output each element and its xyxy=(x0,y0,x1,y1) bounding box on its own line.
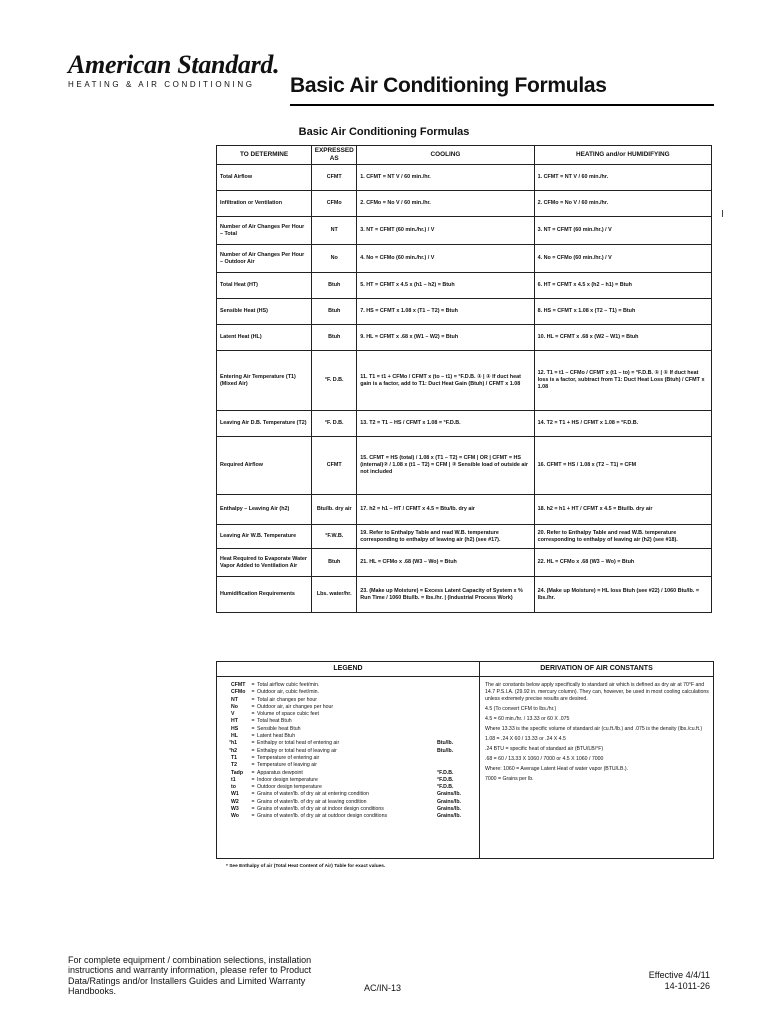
legend-mark xyxy=(223,784,231,791)
cell-determine: Humidification Requirements xyxy=(217,577,312,613)
legend-item xyxy=(223,762,473,769)
cell-heating: 22. HL = CFMo x .68 (W3 – Wo) = Btuh xyxy=(534,549,711,577)
derivation-lines xyxy=(485,706,709,783)
legend-unit: Grains/lb. xyxy=(437,798,461,805)
legend-unit xyxy=(437,682,473,689)
cell-heating: 12. T1 = t1 – CFMo / CFMT x (t1 – to) = °F.D.B. ① | ① If duct heat loss is a factor, subtract from T1: Duct Heat Loss (Btuh) / CFMT x 1.08 xyxy=(534,351,711,411)
cell-heating: 16. CFMT = HS / 1.08 x (T2 – T1) = CFM xyxy=(534,437,711,495)
header-determine: TO DETERMINE xyxy=(217,146,312,165)
cell-determine: Enthalpy – Leaving Air (h2) xyxy=(217,495,312,525)
legend-unit: Grains/lb. xyxy=(437,813,461,820)
derivation-line: 7000 = Grains per lb. xyxy=(485,776,534,783)
legend-description: Volume of space cubic feet xyxy=(257,711,319,718)
cell-cooling: 4. No = CFMo (60 min./hr.) / V xyxy=(357,245,534,273)
legend-item xyxy=(223,740,473,747)
table-row xyxy=(217,273,712,299)
legend-unit: °F.D.B. xyxy=(437,784,454,791)
legend-unit xyxy=(437,704,473,711)
footnote: * See Enthalpy of air (Total Heat Content of Air) Table for exact values. xyxy=(226,864,386,869)
legend-item xyxy=(223,770,473,777)
cell-determine: Entering Air Temperature (T1) (Mixed Air) xyxy=(217,351,312,411)
cell-expressed: Btuh xyxy=(312,273,357,299)
legend-mark: * xyxy=(228,747,231,754)
legend-symbol: to xyxy=(231,784,236,791)
legend-unit: °F.D.B. xyxy=(437,769,454,776)
cell-heating: 1. CFMT = NT V / 60 min./hr. xyxy=(534,165,711,191)
legend-unit xyxy=(437,697,473,704)
legend-item xyxy=(223,755,473,762)
cell-expressed: NT xyxy=(312,217,357,245)
cell-heating: 10. HL = CFMT x .68 x (W2 – W1) = Btuh xyxy=(534,325,711,351)
cell-heating: 8. HS = CFMT x 1.08 x (T2 – T1) = Btuh xyxy=(534,299,711,325)
legend-unit: Btu/lb. xyxy=(437,740,454,747)
header-heating: HEATING and/or HUMIDIFYING xyxy=(534,146,711,165)
legend-symbol: T1 xyxy=(231,754,238,761)
cell-cooling: 17. h2 = h1 – HT / CFMT x 4.5 = Btu/lb. dry air xyxy=(357,495,534,525)
cell-expressed: Btuh xyxy=(312,299,357,325)
legend-item xyxy=(223,711,473,718)
legend-equals: = xyxy=(251,754,255,761)
legend-mark xyxy=(223,726,231,733)
legend-equals: = xyxy=(251,747,255,754)
legend-item xyxy=(223,791,473,798)
derivation-line: 4.5 = 60 min./hr. / 13.33 or 60 X .075 xyxy=(485,716,570,723)
legend-mark xyxy=(223,755,231,762)
legend-unit xyxy=(437,726,473,733)
cell-expressed: °F. D.B. xyxy=(312,411,357,437)
legend-item xyxy=(223,748,473,755)
legend-mark xyxy=(223,733,231,740)
legend-symbol: W3 xyxy=(231,806,239,813)
legend-description: Temperature of leaving air xyxy=(257,762,317,769)
cell-cooling: 7. HS = CFMT x 1.08 x (T1 – T2) = Btuh xyxy=(357,299,534,325)
formula-table xyxy=(216,145,712,613)
footer-doc-number: 14-1011-26 xyxy=(664,981,710,992)
legend-description: Grains of water/lb. of dry air at outdoor design conditions xyxy=(257,813,388,820)
legend-equals: = xyxy=(251,784,255,791)
cell-heating: 3. NT = CFMT (60 min./hr.) / V xyxy=(534,217,711,245)
cell-heating: 6. HT = CFMT x 4.5 x (h2 – h1) = Btuh xyxy=(534,273,711,299)
legend-symbol: HS xyxy=(231,725,239,732)
legend-mark xyxy=(223,689,231,696)
table-row xyxy=(217,437,712,495)
cell-expressed: Btuh xyxy=(312,549,357,577)
header-cooling: COOLING xyxy=(357,146,534,165)
derivation-line: 4.5 (To convert CFM to lbs./hr.) xyxy=(485,706,557,713)
cell-expressed: CFMT xyxy=(312,437,357,495)
legend-description: Grains of water/lb. of dry air at entering condition xyxy=(257,791,369,798)
legend-unit xyxy=(437,733,473,740)
legend-item xyxy=(223,704,473,711)
table-row xyxy=(217,165,712,191)
header-expressed: EXPRESSED AS xyxy=(312,146,357,165)
legend-item xyxy=(223,806,473,813)
table-row xyxy=(217,495,712,525)
formula-table-body xyxy=(217,165,712,613)
legend-symbol: T2 xyxy=(231,762,238,769)
cell-heating: 18. h2 = h1 + HT / CFMT x 4.5 = Btu/lb. dry air xyxy=(534,495,711,525)
derivation-line: 1.08 = .24 X 60 / 13.33 or .24 X 4.5 xyxy=(485,736,566,743)
legend-item xyxy=(223,726,473,733)
table-row xyxy=(217,577,712,613)
legend-symbol: Tadp xyxy=(231,769,244,776)
legend-description: Enthalpy or total heat of entering air xyxy=(257,740,340,747)
legend-symbol: No xyxy=(231,703,238,710)
derivation-line: .68 = 60 / 13.33 X 1060 / 7000 or 4.5 X 1060 / 7000 xyxy=(485,756,604,763)
cell-determine: Sensible Heat (HS) xyxy=(217,299,312,325)
table-header-row xyxy=(217,146,712,165)
legend-title: LEGEND xyxy=(217,662,479,677)
legend-unit xyxy=(437,718,473,725)
legend-symbol: W1 xyxy=(231,791,239,798)
legend-symbol: HL xyxy=(231,733,238,740)
legend-item xyxy=(223,689,473,696)
legend-equals: = xyxy=(251,769,255,776)
legend-equals: = xyxy=(251,776,255,783)
legend-symbol: V xyxy=(231,711,235,718)
legend-item xyxy=(223,784,473,791)
legend-description: Sensible heat Btuh xyxy=(257,725,301,732)
table-row xyxy=(217,245,712,273)
legend-description: Total airflow cubic feet/min. xyxy=(257,682,320,688)
legend-mark xyxy=(223,718,231,725)
cell-expressed: CFMT xyxy=(312,165,357,191)
derivation-line: Where: 1060 = Average Latent Heat of water vapor (BTU/LB.). xyxy=(485,766,629,773)
legend-equals: = xyxy=(251,725,255,732)
legend-mark xyxy=(223,682,231,689)
legend-mark xyxy=(223,770,231,777)
cell-heating: 14. T2 = T1 + HS / CFMT x 1.08 = °F.D.B. xyxy=(534,411,711,437)
cell-expressed: °F. D.B. xyxy=(312,351,357,411)
legend-description: Enthalpy or total heat of leaving air xyxy=(257,747,337,754)
legend-symbol: CFMT xyxy=(231,682,246,688)
legend-description: Apparatus dewpoint xyxy=(257,769,303,776)
legend-symbol: HT xyxy=(231,718,238,725)
table-row xyxy=(217,299,712,325)
legend-equals: = xyxy=(251,806,255,813)
legend-equals: = xyxy=(251,718,255,725)
legend-description: Outdoor air, air changes per hour xyxy=(257,703,334,710)
table-row xyxy=(217,351,712,411)
legend-divider xyxy=(479,662,480,858)
cell-heating: 20. Refer to Enthalpy Table and read W.B. temperature corresponding to enthalpy of leaving air (h2) (see #18). xyxy=(534,525,711,549)
brand-tagline: HEATING & AIR CONDITIONING xyxy=(68,80,255,89)
legend-item xyxy=(223,718,473,725)
cell-expressed: Btu/lb. dry air xyxy=(312,495,357,525)
legend-symbol: h1 xyxy=(231,740,238,747)
legend-unit: Grains/lb. xyxy=(437,806,461,813)
footer-code-center: AC/IN-13 xyxy=(364,983,402,993)
legend-symbol: Wo xyxy=(231,813,239,820)
cell-expressed: CFMo xyxy=(312,191,357,217)
legend-item xyxy=(223,799,473,806)
table-row xyxy=(217,217,712,245)
cell-determine: Total Airflow xyxy=(217,165,312,191)
legend-mark xyxy=(223,799,231,806)
cell-cooling: 9. HL = CFMT x .68 x (W1 – W2) = Btuh xyxy=(357,325,534,351)
legend-item xyxy=(223,697,473,704)
legend-equals: = xyxy=(251,798,255,805)
cell-cooling: 13. T2 = T1 – HS / CFMT x 1.08 = °F.D.B. xyxy=(357,411,534,437)
legend-unit: °F.D.B. xyxy=(437,776,454,783)
table-row xyxy=(217,325,712,351)
legend-equals: = xyxy=(251,689,255,696)
cell-expressed: °F.W.B. xyxy=(312,525,357,549)
legend-mark xyxy=(223,762,231,769)
cell-cooling: 5. HT = CFMT x 4.5 x (h1 – h2) = Btuh xyxy=(357,273,534,299)
legend-description: Grains of water/lb. of dry air at leaving condition xyxy=(257,798,367,805)
table-row xyxy=(217,525,712,549)
legend-description: Outdoor design temperature xyxy=(257,784,322,791)
legend-panel xyxy=(216,661,714,859)
legend-description: Outdoor air, cubic feet/min. xyxy=(257,689,319,696)
legend-description: Total heat Btuh xyxy=(257,718,292,725)
legend-equals: = xyxy=(251,740,255,747)
cell-heating: 4. No = CFMo (60 min./hr.) / V xyxy=(534,245,711,273)
legend-description: Grains of water/lb. of dry air at indoor design conditions xyxy=(257,806,384,813)
cell-cooling: 1. CFMT = NT V / 60 min./hr. xyxy=(357,165,534,191)
cell-determine: Leaving Air W.B. Temperature xyxy=(217,525,312,549)
cell-expressed: Btuh xyxy=(312,325,357,351)
table-row xyxy=(217,549,712,577)
margin-tick xyxy=(722,210,723,217)
legend-unit xyxy=(437,689,473,696)
legend-mark: * xyxy=(228,740,231,747)
title-rule xyxy=(290,104,714,106)
legend-description: Temperature of entering air xyxy=(257,754,320,761)
legend-unit: Btu/lb. xyxy=(437,747,454,754)
legend-mark xyxy=(223,704,231,711)
cell-expressed: Lbs. water/hr. xyxy=(312,577,357,613)
cell-determine: Required Airflow xyxy=(217,437,312,495)
brand-logo: American Standard. xyxy=(68,50,280,79)
legend-symbol: W2 xyxy=(231,798,239,805)
legend-item xyxy=(223,813,473,820)
cell-cooling: 21. HL = CFMo x .68 (W3 – Wo) = Btuh xyxy=(357,549,534,577)
legend-equals: = xyxy=(251,791,255,798)
legend-item xyxy=(223,777,473,784)
table-row xyxy=(217,411,712,437)
legend-unit xyxy=(437,711,473,718)
cell-determine: Number of Air Changes Per Hour – Total xyxy=(217,217,312,245)
cell-expressed: No xyxy=(312,245,357,273)
legend-mark xyxy=(223,777,231,784)
table-row xyxy=(217,191,712,217)
legend-unit: Grains/lb. xyxy=(437,791,461,798)
legend-item xyxy=(223,682,473,689)
legend-equals: = xyxy=(251,703,255,710)
legend-item xyxy=(223,733,473,740)
legend-equals: = xyxy=(251,733,255,740)
legend-list xyxy=(223,682,473,821)
cell-heating: 2. CFMo = No V / 60 min./hr. xyxy=(534,191,711,217)
legend-mark xyxy=(223,813,231,820)
cell-cooling: 15. CFMT = HS (total) / 1.08 x (T1 – T2) = CFM | OR | CFMT = HS (internal)② / 1.08 x (t1 – T2) = CFM | ② Sensible load of outside air not included xyxy=(357,437,534,495)
legend-equals: = xyxy=(251,813,255,820)
legend-mark xyxy=(223,806,231,813)
legend-description: Total air changes per hour xyxy=(257,696,317,703)
legend-symbol: CFMo xyxy=(231,689,246,696)
legend-symbol: NT xyxy=(231,696,238,703)
cell-determine: Leaving Air D.B. Temperature (T2) xyxy=(217,411,312,437)
footer-effective-date: Effective 4/4/11 xyxy=(648,970,710,980)
legend-symbol: h2 xyxy=(231,747,238,754)
legend-equals: = xyxy=(251,696,255,703)
footer-right xyxy=(600,970,710,993)
legend-equals: = xyxy=(251,711,255,718)
legend-mark xyxy=(223,711,231,718)
legend-description: Indoor design temperature xyxy=(257,776,318,783)
legend-description: Latent heat Btuh xyxy=(257,733,296,740)
legend-mark xyxy=(223,697,231,704)
cell-cooling: 11. T1 = t1 + CFMo / CFMT x (to – t1) = °F.D.B. ① | ① If duct heat gain is a factor, add to T1: Duct Heat Gain (Btuh) / CFMT x 1.08 xyxy=(357,351,534,411)
derivation-title: DERIVATION OF AIR CONSTANTS xyxy=(480,662,713,677)
legend-unit xyxy=(437,755,473,762)
cell-determine: Number of Air Changes Per Hour – Outdoor Air xyxy=(217,245,312,273)
cell-heating: 24. (Make up Moisture) = HL loss Btuh (see #22) / 1060 Btu/lb. = lbs./hr. xyxy=(534,577,711,613)
derivation-text xyxy=(485,682,709,786)
derivation-line: .24 BTU = specific heat of standard air (BTU/LB/°F) xyxy=(485,746,604,753)
derivation-intro: The air constants below apply specifically to standard air which is defined as dry air at 70°F and 14.7 P.S.I.A. (29.92 in. mercury column). They can, however, be used in most cooling calculations unless extremely precise results are desired. xyxy=(485,682,709,703)
legend-unit xyxy=(437,762,473,769)
derivation-line: Where 13.33 is the specific volume of standard air (cu.ft./lb.) and .075 is the density (lbs./cu.ft.) xyxy=(485,726,703,733)
footer-note: For complete equipment / combination selections, installation instructions and warranty information, please refer to Product Data/Ratings and/or Installers Guides and Limited Warranty Handbooks. xyxy=(68,955,312,997)
legend-equals: = xyxy=(251,762,255,769)
cell-cooling: 3. NT = CFMT (60 min./hr.) / V xyxy=(357,217,534,245)
cell-determine: Latent Heat (HL) xyxy=(217,325,312,351)
legend-symbol: t1 xyxy=(231,776,236,783)
cell-cooling: 23. (Make up Moisture) = Excess Latent Capacity of System x % Run Time / 1060 Btu/lb. = lbs./hr. | (Industrial Process Work) xyxy=(357,577,534,613)
cell-determine: Heat Required to Evaporate Water Vapor Added to Ventilation Air xyxy=(217,549,312,577)
cell-determine: Total Heat (HT) xyxy=(217,273,312,299)
table-title: Basic Air Conditioning Formulas xyxy=(298,126,470,138)
legend-equals: = xyxy=(251,682,255,688)
cell-determine: Infiltration or Ventilation xyxy=(217,191,312,217)
document-title: Basic Air Conditioning Formulas xyxy=(290,74,607,97)
legend-mark xyxy=(223,791,231,798)
cell-cooling: 19. Refer to Enthalpy Table and read W.B. temperature corresponding to enthalpy of leaving air (h2) (see #17). xyxy=(357,525,534,549)
cell-cooling: 2. CFMo = No V / 60 min./hr. xyxy=(357,191,534,217)
